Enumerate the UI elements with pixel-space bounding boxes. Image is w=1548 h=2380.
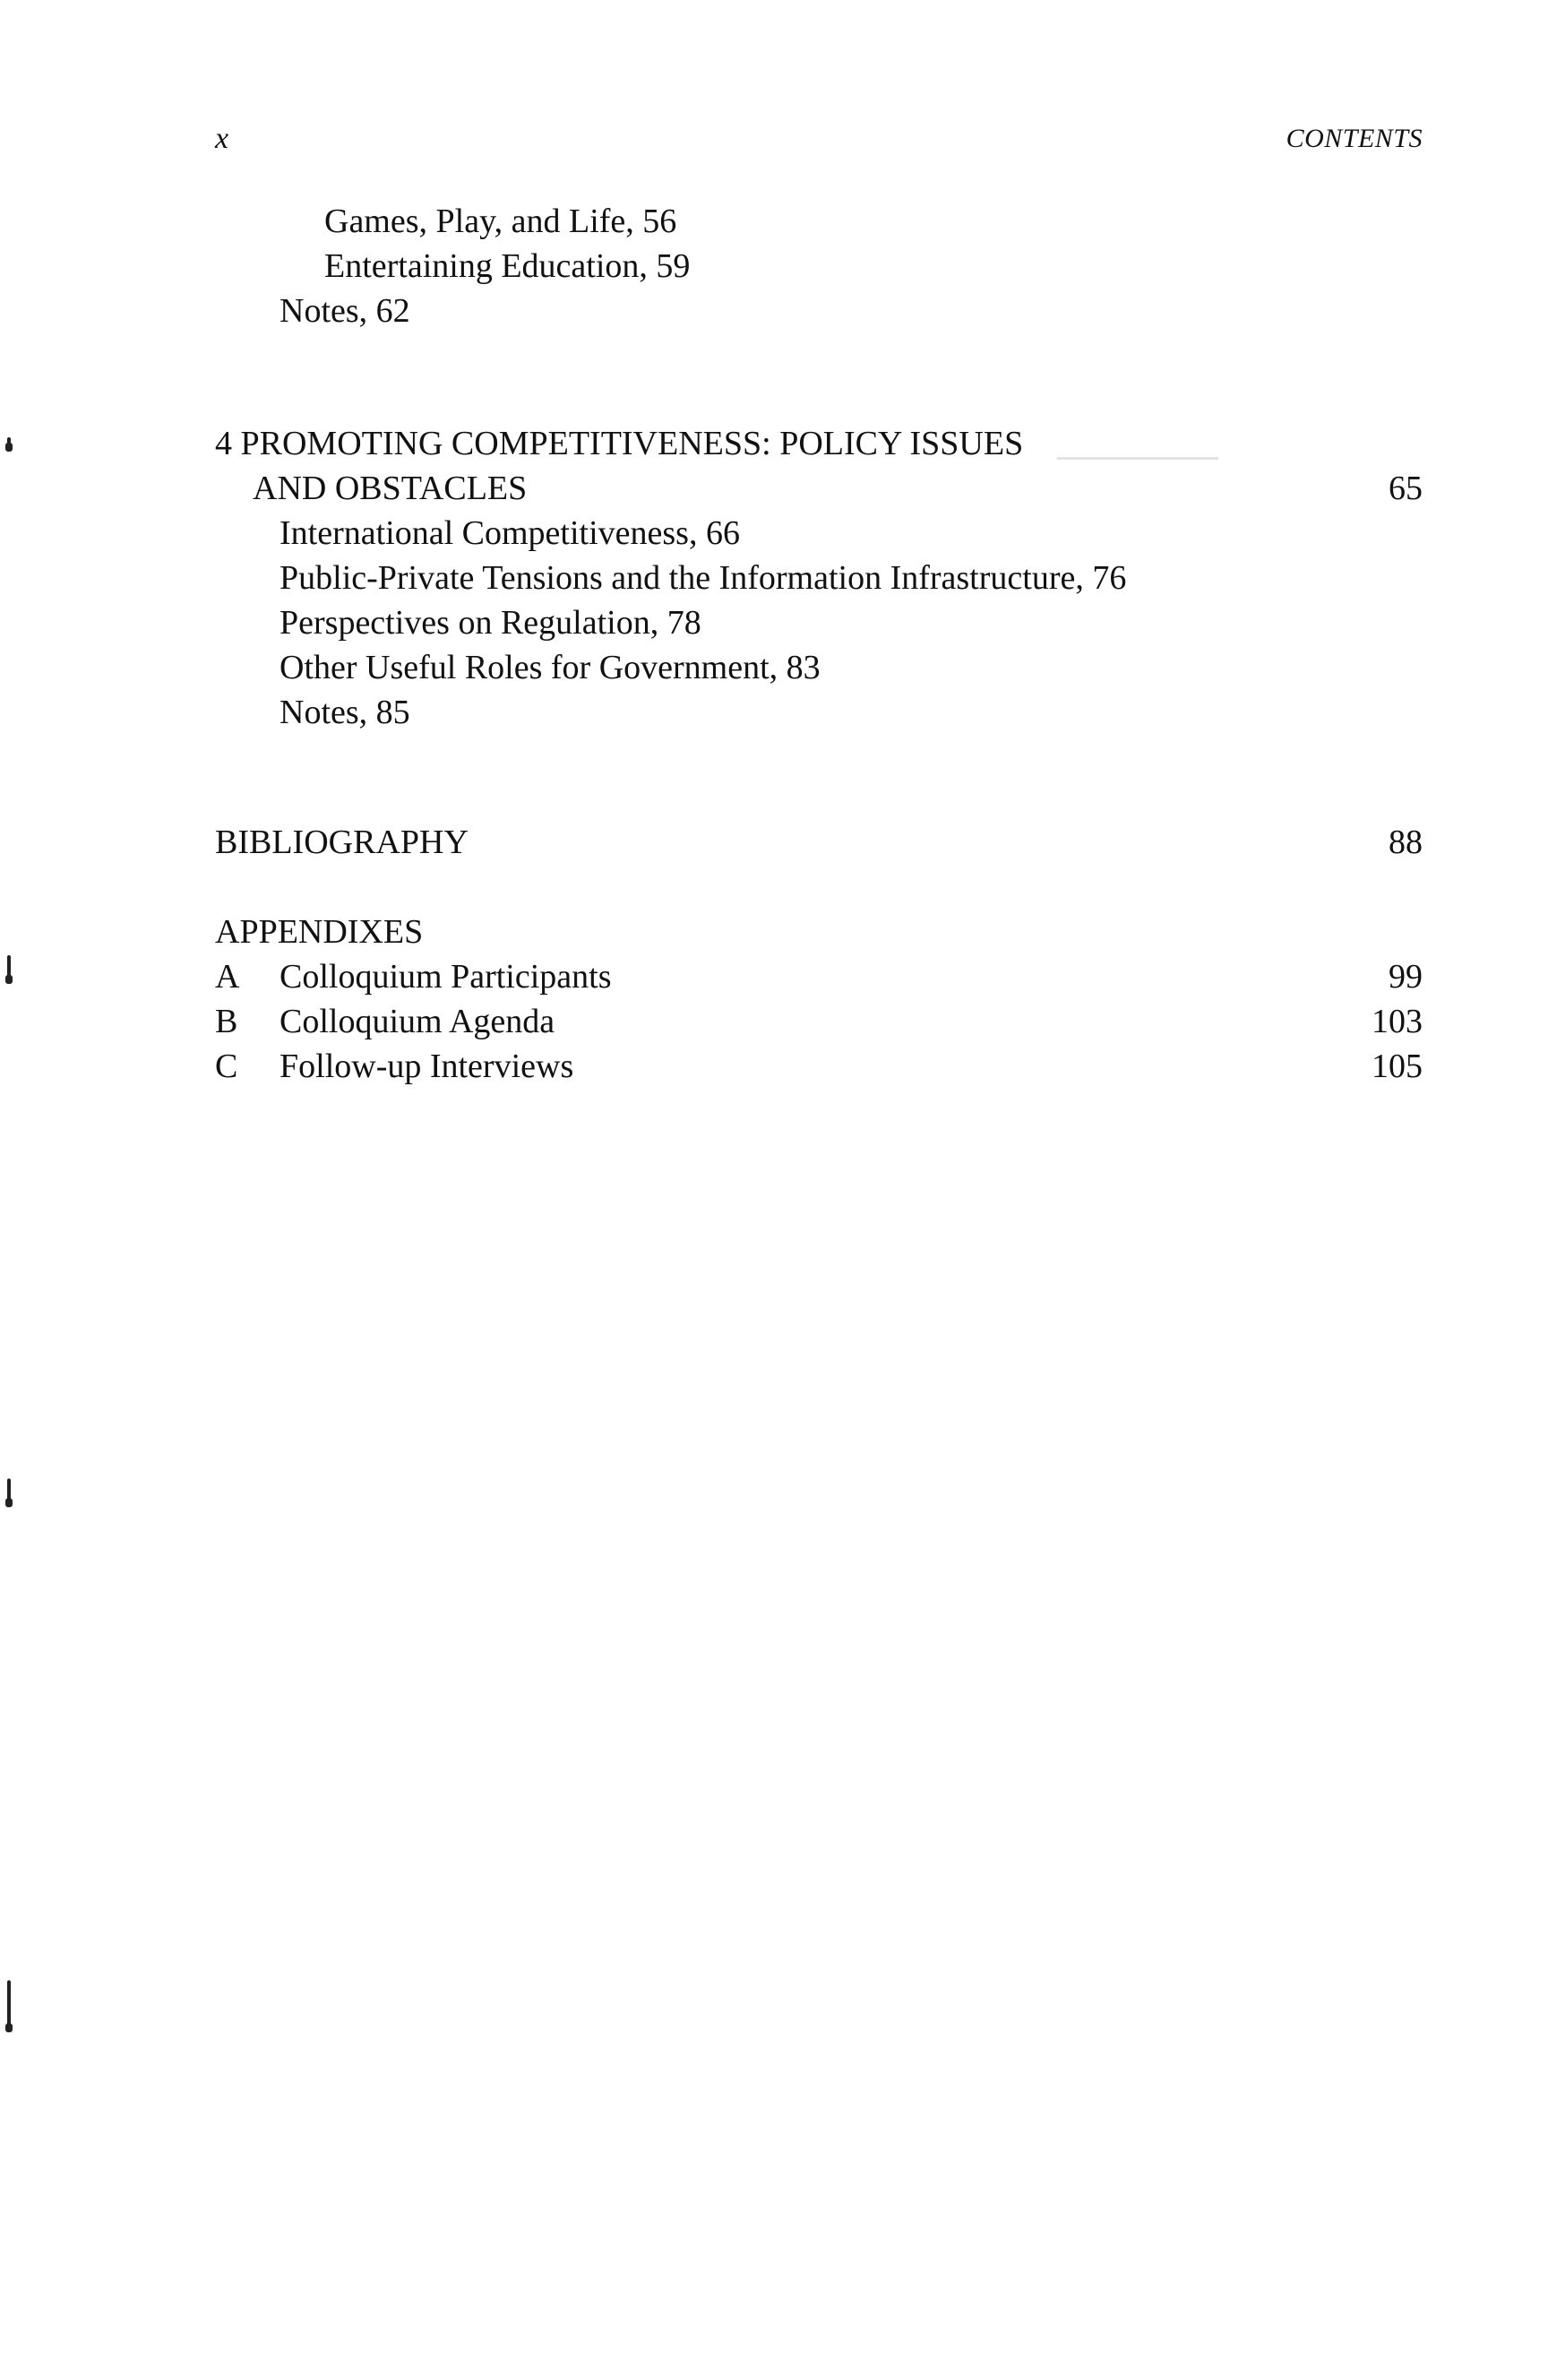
toc-entry[interactable]: Notes, 85 xyxy=(280,694,410,731)
appendix-letter: C xyxy=(215,1048,238,1085)
bibliography-page-number: 88 xyxy=(1389,824,1423,861)
appendix-page-number: 103 xyxy=(1372,1003,1423,1040)
toc-entry[interactable]: Games, Play, and Life, 56 xyxy=(324,203,677,240)
chapter-title-continued[interactable]: AND OBSTACLES xyxy=(253,470,528,507)
toc-entry[interactable]: Other Useful Roles for Government, 83 xyxy=(280,649,821,686)
appendix-letter: A xyxy=(215,958,240,996)
appendixes-heading: APPENDIXES xyxy=(215,913,424,951)
chapter-page-number: 65 xyxy=(1389,470,1423,507)
running-head: CONTENTS xyxy=(1286,124,1423,153)
page-folio: x xyxy=(215,122,229,155)
binding-mark xyxy=(7,437,11,452)
binding-mark xyxy=(7,1479,11,1507)
toc-entry[interactable]: Public-Private Tensions and the Information Infrastructure, 76 xyxy=(280,559,1127,597)
appendix-page-number: 105 xyxy=(1372,1048,1423,1085)
binding-mark xyxy=(7,955,11,984)
bibliography-entry[interactable]: BIBLIOGRAPHY xyxy=(215,824,469,861)
appendix-page-number: 99 xyxy=(1389,958,1423,996)
scan-smudge xyxy=(1057,457,1218,460)
toc-entry[interactable]: Entertaining Education, 59 xyxy=(324,247,691,285)
appendix-entry[interactable]: Colloquium Agenda xyxy=(280,1003,555,1040)
appendix-letter: B xyxy=(215,1003,238,1040)
toc-entry[interactable]: International Competitiveness, 66 xyxy=(280,514,740,552)
appendix-entry[interactable]: Follow-up Interviews xyxy=(280,1048,574,1085)
toc-entry[interactable]: Perspectives on Regulation, 78 xyxy=(280,604,701,642)
appendix-entry[interactable]: Colloquium Participants xyxy=(280,958,612,996)
toc-entry[interactable]: Notes, 62 xyxy=(280,292,410,330)
binding-mark xyxy=(7,1980,11,2032)
chapter-title[interactable]: 4 PROMOTING COMPETITIVENESS: POLICY ISSUES xyxy=(215,425,1024,462)
